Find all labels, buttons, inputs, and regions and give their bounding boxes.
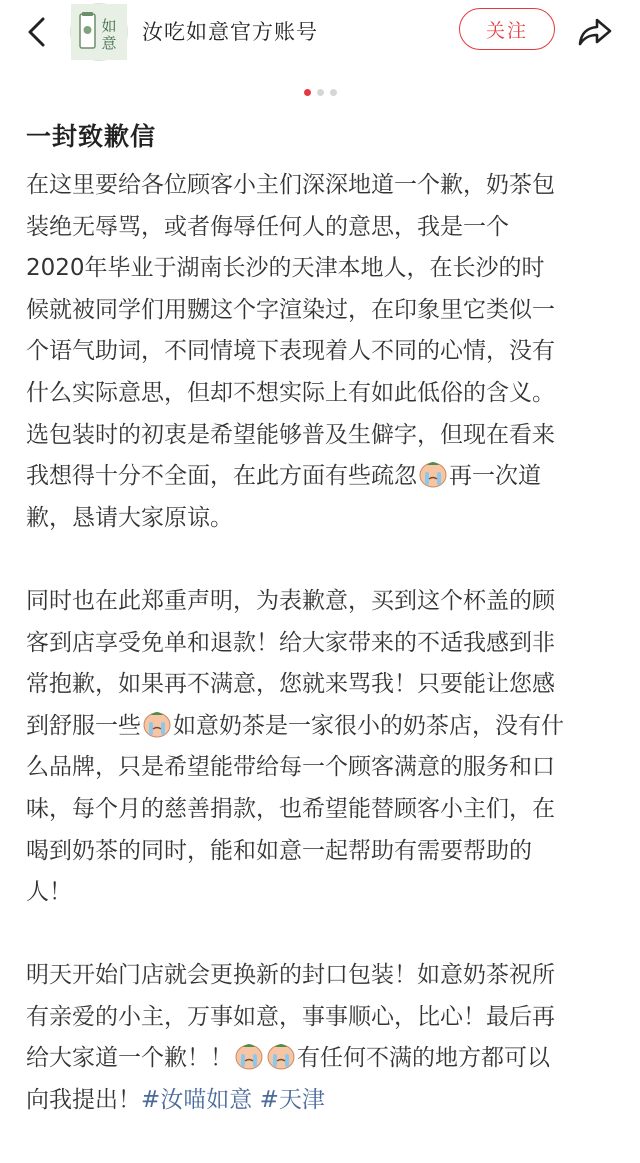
- text-line: 味，每个月的慈善捐款，也希望能替顾客小主们，在: [26, 795, 555, 822]
- crying-emoji-icon: [418, 459, 448, 489]
- text-line: 喝到奶茶的同时，能和如意一起帮助有需要帮助的: [26, 837, 532, 864]
- crying-emoji-icon: [266, 1041, 296, 1071]
- avatar-text-top: 如: [101, 17, 117, 35]
- paragraph-2: [26, 581, 618, 914]
- text-segment: 给大家道一个歉！！: [26, 1045, 233, 1072]
- text-line: 在这里要给各位顾客小主们深深地道一个歉，奶茶包: [26, 172, 555, 198]
- follow-button[interactable]: 关注: [459, 8, 555, 50]
- carousel-indicator: [0, 89, 640, 99]
- carousel-dot: [317, 89, 324, 96]
- text-line: [26, 1038, 618, 1080]
- post-body: [26, 165, 618, 1163]
- text-line: 常抱歉，如果再不满意，您就来骂我！只要能让您感: [26, 671, 555, 698]
- avatar-logo-icon: [71, 4, 127, 60]
- text-line: 人！: [26, 879, 72, 906]
- text-segment: 向我提出！: [26, 1087, 141, 1114]
- text-segment: 到舒服一些: [26, 712, 141, 739]
- text-segment: 我想得十分不全面，在此方面有些疏忽: [26, 463, 417, 490]
- text-line: [26, 706, 618, 748]
- chevron-left-icon: [25, 16, 47, 48]
- post-title: 一封致歉信: [26, 122, 157, 151]
- back-button[interactable]: [16, 14, 56, 50]
- text-line: 明天开始门店就会更换新的封口包装！如意奶茶祝所: [26, 962, 555, 989]
- text-line: 歉，恳请大家原谅。: [26, 504, 233, 531]
- crying-emoji-icon: [142, 709, 172, 739]
- text-line: [26, 456, 618, 498]
- top-bar: [0, 0, 640, 64]
- avatar-text-bottom: 意: [101, 34, 117, 52]
- text-line: 什么实际意思，但却不想实际上有如此低俗的含义。: [26, 379, 555, 406]
- text-line: 客到店享受免单和退款！给大家带来的不适我感到非: [26, 629, 555, 656]
- share-arrow-icon: [577, 16, 613, 48]
- carousel-dot: [330, 89, 337, 96]
- text-line: 个语气助词，不同情境下表现着人不同的心情，没有: [26, 338, 555, 365]
- text-segment: 再一次道: [449, 463, 541, 490]
- share-button[interactable]: [574, 12, 616, 52]
- avatar[interactable]: [70, 3, 128, 61]
- account-name[interactable]: 汝吃如意官方账号: [142, 20, 318, 44]
- text-line: 2020年毕业于湖南长沙的天津本地人，在长沙的时: [26, 255, 545, 282]
- carousel-dot-active: [304, 89, 311, 96]
- hashtag-link[interactable]: #汝喵如意: [141, 1087, 253, 1114]
- text-line: 选包装时的初衷是希望能够普及生僻字，但现在看来: [26, 421, 555, 448]
- text-segment: 有任何不满的地方都可以: [297, 1045, 550, 1072]
- hashtag-link[interactable]: #天津: [259, 1087, 325, 1114]
- crying-emoji-icon: [234, 1041, 264, 1071]
- paragraph-1: [26, 165, 618, 539]
- text-line: 么品牌，只是希望能带给每一个顾客满意的服务和口: [26, 754, 555, 781]
- paragraph-3: [26, 955, 618, 1121]
- text-line: 同时也在此郑重声明，为表歉意，买到这个杯盖的顾: [26, 587, 555, 614]
- text-line: 装绝无辱骂，或者侮辱任何人的意思，我是一个: [26, 213, 509, 240]
- text-line: 候就被同学们用嬲这个字渲染过，在印象里它类似一: [26, 296, 555, 323]
- text-line: 有亲爱的小主，万事如意，事事顺心，比心！最后再: [26, 1003, 555, 1030]
- text-line: [26, 1080, 618, 1122]
- text-segment: 如意奶茶是一家很小的奶茶店，没有什: [173, 712, 564, 739]
